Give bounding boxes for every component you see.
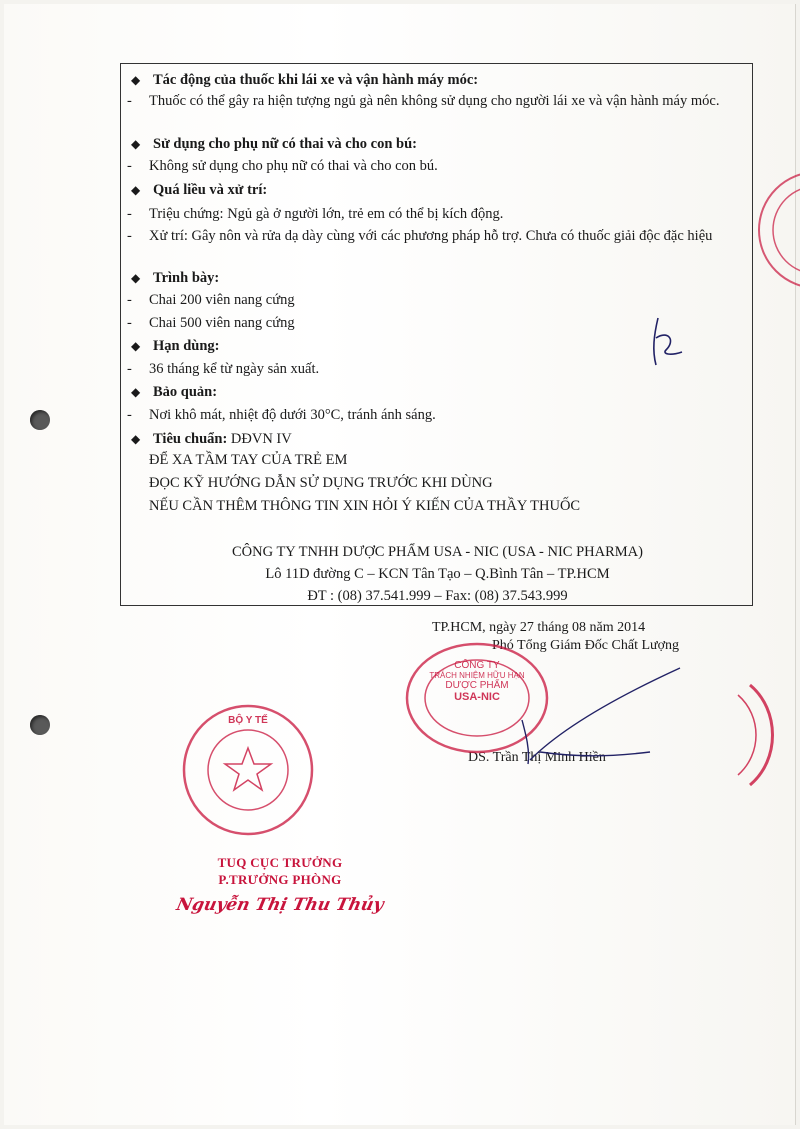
approval-subtitle: P.TRƯỞNG PHÒNG xyxy=(218,872,342,887)
initial-signature-icon xyxy=(640,310,700,370)
bullet-icon: ◆ xyxy=(131,183,141,197)
signoff-role: Phó Tổng Giám Đốc Chất Lượng xyxy=(492,638,679,653)
company-address: Lô 11D đường C – KCN Tân Tạo – Q.Bình Tân – TP.HCM xyxy=(265,566,610,582)
bullet-icon: ◆ xyxy=(131,339,141,353)
signoff-date: TP.HCM, ngày 27 tháng 08 năm 2014 xyxy=(432,620,646,635)
bullet-icon: ◆ xyxy=(131,73,141,87)
bullet-icon: ◆ xyxy=(131,271,141,285)
approval-block xyxy=(0,855,560,935)
signoff-name: DS. Trần Thị Minh Hiền xyxy=(468,750,606,765)
signature-icon xyxy=(500,660,700,770)
company-phone: ĐT : (08) 37.541.999 – Fax: (08) 37.543.999 xyxy=(307,588,568,604)
punch-hole xyxy=(30,715,50,735)
bullet-icon: ◆ xyxy=(131,137,141,151)
punch-hole xyxy=(30,410,50,430)
warning-line: ĐỂ XA TẦM TAY CỦA TRẺ EM xyxy=(149,452,348,468)
leaflet-box: ◆ Tác động của thuốc khi lái xe và vận hành máy móc: - Thuốc có thể gây ra hiện tượng ngủ gà nên không sử dụng cho người lái xe và vận hành máy móc. ◆ Sử dụng cho phụ nữ có thai và cho con bú: - Không sử dụng cho phụ nữ có thai và cho con bú. ◆ Quá liều và xử trí: - Triệu chứng: Ngủ gà ở người lớn, trẻ em có thể bị kích động. - Xử trí: Gây nôn và rửa dạ dày cùng với các phương pháp hỗ trợ. Chưa có thuốc giải độc đặc hiệu ◆ Trình bày: - Chai 200 viên nang cứng - Chai 500 viên nang cứng ◆ Hạn dùng: - 36 tháng kể từ ngày sản xuất. ◆ Bảo quản: - Nơi khô mát, nhiệt độ dưới 30°C, tránh ánh sáng. ◆ Tiêu chuẩn: DĐVN IV ĐỂ XA TẦM TAY CỦA TRẺ EM ĐỌC KỸ HƯỚNG DẪN SỬ DỤNG TRƯỚC KHI DÙNG NẾU CẦN THÊM THÔNG TIN XIN HỎI Ý KIẾN CỦA THẦY THUỐC CÔNG TY TNHH DƯỢC PHẨM USA - NIC (USA - NIC PHARMA) Lô 11D đường C – KCN Tân Tạo – Q.Bình Tân – TP.HCM ĐT : (08) 37.541.999 – Fax: (08) 37.543.999 xyxy=(120,63,753,606)
company-name: CÔNG TY TNHH DƯỢC PHẨM USA - NIC (USA - NIC PHARMA) xyxy=(232,544,643,560)
bullet-icon: ◆ xyxy=(131,385,141,399)
warning-line: ĐỌC KỸ HƯỚNG DẪN SỬ DỤNG TRƯỚC KHI DÙNG xyxy=(149,475,493,491)
company-stamp-text: CÔNG TY TRÁCH NHIỆM HỮU HẠN DƯỢC PHẨM USA-NIC xyxy=(429,660,525,703)
edge-stamp-icon xyxy=(710,680,780,790)
ministry-seal-text: BỘ Y TẾ xyxy=(228,715,268,726)
approval-signature: Nguyễn Thị Thu Thủy xyxy=(174,895,386,915)
warning-line: NẾU CẦN THÊM THÔNG TIN XIN HỎI Ý KIẾN CỦA THẦY THUỐC xyxy=(149,498,581,514)
bullet-icon: ◆ xyxy=(131,432,141,446)
approval-title: TUQ CỤC TRƯỞNG xyxy=(217,855,343,870)
edge-stamp-icon xyxy=(755,160,800,300)
